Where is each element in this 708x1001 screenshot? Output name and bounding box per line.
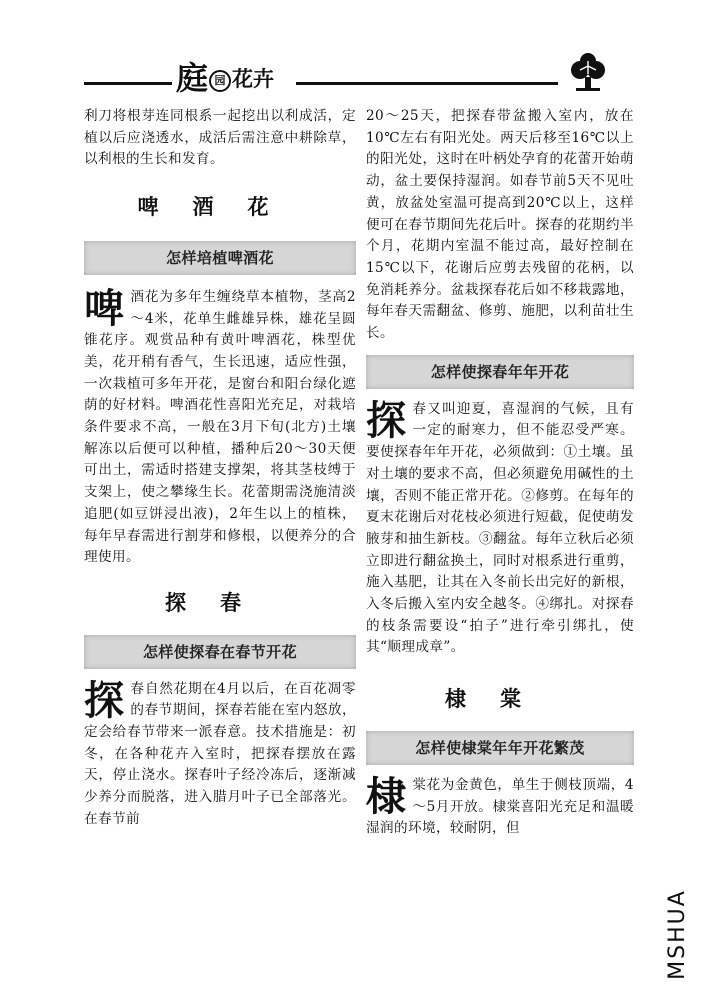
paragraph-jasmine-text: 春自然花期在4月以后，在百花凋零的春节期间，探春若能在室内怒放，定会给春节带来一派春意。技术措施是：初冬，在各种花卉入室时，把探春摆放在露天，停止浇水。探春叶子经冷冻后，逐渐减少养分而脱落，进入腊月叶子已全部落光。在春节前	[84, 680, 356, 827]
paragraph-kerria	[366, 775, 634, 840]
left-column	[84, 106, 356, 831]
paragraph-jasmine	[84, 679, 356, 831]
subtitle-jasmine-yearly: 怎样使探春年年开花	[366, 355, 634, 389]
section-title-hops: 啤酒花	[137, 195, 303, 220]
paragraph-kerria-text: 棠花为金黄色，单生于侧枝顶端，4～5月开放。棣棠喜阳光充足和温暖湿润的环境，较耐阴，但	[366, 776, 634, 837]
header-title	[176, 59, 275, 97]
paragraph-jasmine-continued: 20～25天，把探春带盆搬入室内，放在10℃左右有阳光处。两天后移至16℃以上的阳光处，这时在叶柄处孕育的花蕾开始萌动，盆土要保持湿润。如春节前5天不见吐黄，放盆处室温可提高到20℃以上，这样便可在春节期间先花后叶。探春的花期约半个月，花期内室温不能过高，最好控制在15℃以下，花谢后应剪去残留的花柄，以免消耗养分。盆栽探春花后如不移栽露地，每年春天需翻盆、修剪、施肥，以利苗壮生长。	[366, 108, 634, 342]
header-rule-left	[84, 82, 172, 85]
intro-paragraph: 利刀将根芽连同根系一起挖出以利成活，定植以后应浇透水，成活后需注意中耕除草，以利根的生长和发育。	[84, 108, 356, 168]
section-title-jasmine: 探春	[165, 590, 275, 615]
drop-cap: 探	[84, 677, 125, 724]
header-title-rest: 花卉	[232, 67, 275, 91]
watermark-text: MSHUA	[664, 889, 690, 980]
drop-cap: 探	[366, 397, 407, 444]
header-rule-right	[296, 82, 558, 85]
section-title-kerria: 棣棠	[445, 687, 555, 712]
drop-cap: 棣	[366, 773, 407, 820]
watermark	[664, 882, 702, 992]
drop-cap: 啤	[84, 285, 125, 332]
paragraph-jasmine-yearly	[366, 399, 634, 659]
subtitle-jasmine-festival: 怎样使探春在春节开花	[84, 635, 356, 669]
subtitle-kerria: 怎样使棣棠年年开花繁茂	[366, 731, 634, 765]
paragraph-jasmine-yearly-text: 春又叫迎夏，喜湿润的气候，且有一定的耐寒力，但不能忍受严寒。要使探春年年开花，必须做到：①土壤。虽对土壤的要求不高，但必须避免用碱性的土壤，否则不能正常开花。②修剪。在每年的夏末花谢后对花枝必须进行短截，促使萌发腋芽和抽生新枝。③翻盆。每年立秋后必须立即进行翻盆换土，同时对根系进行重剪，施入基肥，让其在入冬前长出完好的新根，入冬后搬入室内安全越冬。④绑扎。对探春的枝条需要设“拍子”进行牵引绑扎，使其“顺理成章”。	[366, 400, 634, 656]
page-header	[84, 59, 604, 100]
right-column	[366, 106, 634, 840]
header-title-big: 庭	[176, 59, 209, 97]
paragraph-hops-text: 酒花为多年生缠绕草本植物，茎高2～4米，花单生雌雄异株，雄花呈圆锥花序。观赏品种有黄叶啤酒花，株型优美，花开稍有香气，生长迅速，适应性强，一次栽植可多年开花，是窗台和阳台绿化遮荫的好材料。啤酒花性喜阳光充足，对栽培条件要求不高，一般在3月下旬(北方)土壤解冻以后便可以种植，播种后20～30天便可出土，需适时搭建支撑架，将其茎枝缚于支架上，使之攀缘生长。花蕾期需浇施清淡追肥(如豆饼浸出液)，2年生以上的植株，每年早春需进行割芽和修根，以便养分的合理使用。	[84, 288, 356, 566]
flower-icon	[568, 52, 608, 92]
header-title-circle: 园	[209, 70, 231, 92]
paragraph-hops	[84, 287, 356, 569]
subtitle-hops: 怎样培植啤酒花	[84, 241, 356, 275]
